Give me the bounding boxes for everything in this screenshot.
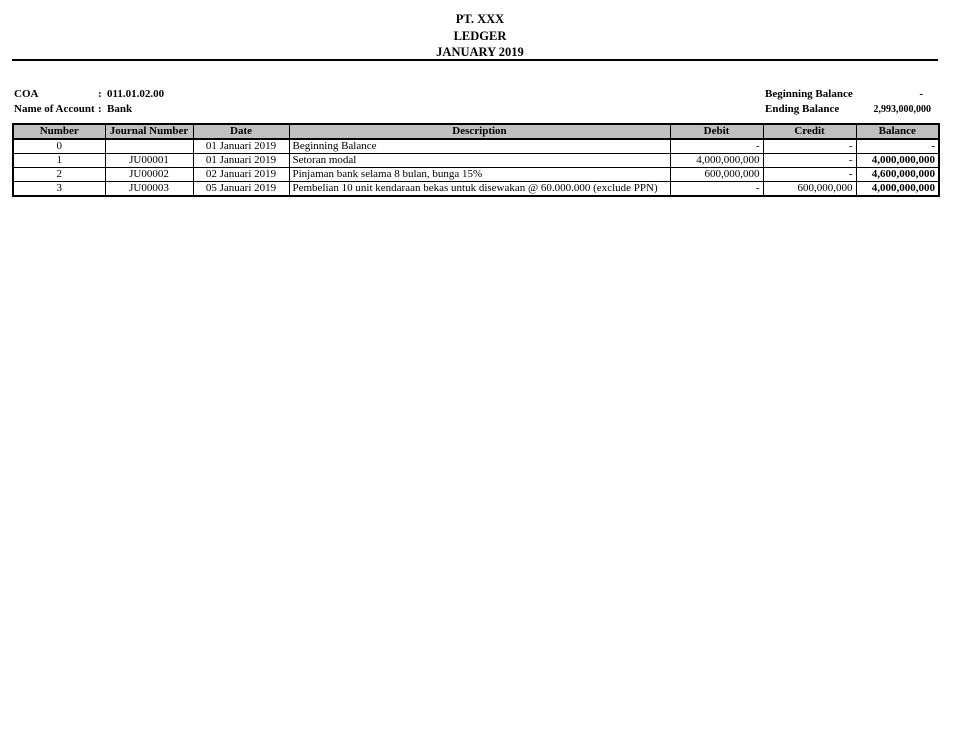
- account-name-row: [14, 102, 314, 117]
- report-title: LEDGER: [453, 28, 507, 43]
- row-description: Pinjaman bank selama 8 bulan, bunga 15%: [289, 168, 670, 182]
- coa-value: 011.01.02.00: [107, 88, 165, 100]
- row-debit: 4,000,000,000: [670, 154, 763, 168]
- row-balance: 4,000,000,000: [856, 154, 939, 168]
- row-description: Beginning Balance: [289, 139, 670, 154]
- table-row: [13, 168, 939, 182]
- column-header-debit: Debit: [670, 124, 763, 139]
- table-row: [13, 139, 939, 154]
- ending-balance-value: 2,993,000,000: [873, 104, 931, 115]
- coa-row: [14, 87, 314, 102]
- account-name-value: Bank: [107, 103, 133, 115]
- row-debit: 600,000,000: [670, 168, 763, 182]
- account-info: [14, 87, 314, 117]
- coa-label: COA: [14, 88, 39, 100]
- ending-balance-label: Ending Balance: [765, 103, 840, 115]
- row-debit: -: [670, 139, 763, 154]
- ledger-table: [12, 123, 940, 197]
- row-date: 01 Januari 2019: [193, 154, 289, 168]
- row-description: Setoran modal: [289, 154, 670, 168]
- balance-summary: [765, 87, 937, 117]
- row-balance: 4,600,000,000: [856, 168, 939, 182]
- report-header: [0, 11, 960, 61]
- ending-balance-row: [765, 102, 937, 117]
- row-date: 05 Januari 2019: [193, 182, 289, 197]
- row-debit: -: [670, 182, 763, 197]
- row-journal-number: JU00002: [105, 168, 193, 182]
- row-credit: -: [763, 154, 856, 168]
- table-row: [13, 154, 939, 168]
- row-journal-number: JU00001: [105, 154, 193, 168]
- column-header-balance: Balance: [856, 124, 939, 139]
- account-name-colon: :: [98, 103, 102, 115]
- report-period: JANUARY 2019: [436, 45, 524, 59]
- company-name: PT. XXX: [455, 12, 505, 26]
- beginning-balance-value: -: [919, 88, 923, 100]
- row-credit: 600,000,000: [763, 182, 856, 197]
- column-header-date: Date: [193, 124, 289, 139]
- row-balance: 4,000,000,000: [856, 182, 939, 197]
- column-header-number: Number: [13, 124, 105, 139]
- header-divider: [12, 59, 938, 61]
- row-number: 3: [13, 182, 105, 197]
- row-number: 1: [13, 154, 105, 168]
- row-date: 01 Januari 2019: [193, 139, 289, 154]
- row-journal-number: JU00003: [105, 182, 193, 197]
- column-header-credit: Credit: [763, 124, 856, 139]
- row-number: 2: [13, 168, 105, 182]
- coa-colon: :: [98, 88, 102, 100]
- beginning-balance-row: [765, 87, 937, 102]
- beginning-balance-label: Beginning Balance: [765, 88, 853, 100]
- row-credit: -: [763, 168, 856, 182]
- table-row: [13, 182, 939, 197]
- row-journal-number: [105, 139, 193, 154]
- column-header-journal-number: Journal Number: [105, 124, 193, 139]
- row-description: Pembelian 10 unit kendaraan bekas untuk disewakan @ 60.000.000 (exclude PPN): [289, 182, 670, 197]
- table-header-row: [13, 124, 939, 139]
- row-balance: -: [856, 139, 939, 154]
- column-header-description: Description: [289, 124, 670, 139]
- account-name-label: Name of Account: [14, 103, 95, 115]
- row-date: 02 Januari 2019: [193, 168, 289, 182]
- row-number: 0: [13, 139, 105, 154]
- row-credit: -: [763, 139, 856, 154]
